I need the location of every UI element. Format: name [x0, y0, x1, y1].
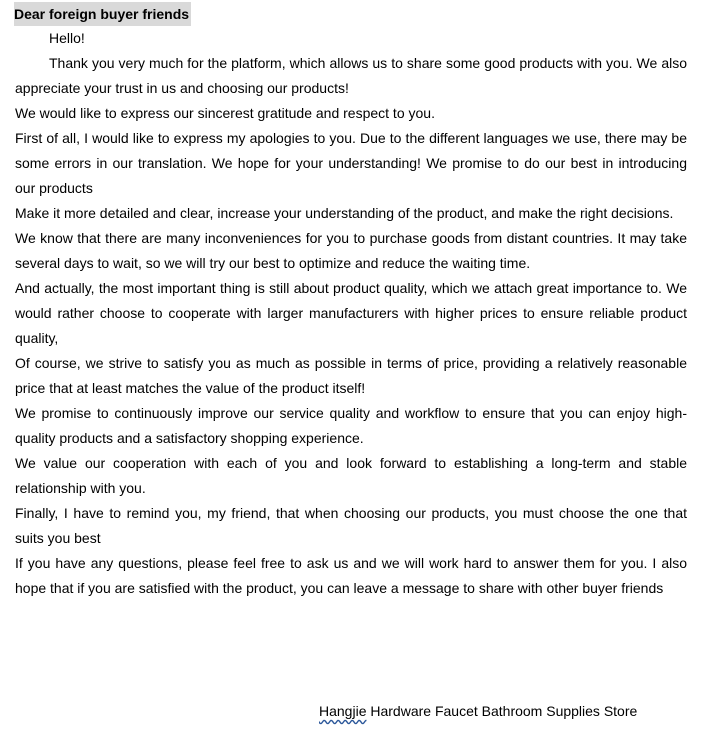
paragraph-thanks: Thank you very much for the platform, which allows us to share some good products with you. We also appreciate your trust in us and choosing our products!: [15, 55, 687, 96]
greeting: Hello!: [49, 30, 85, 46]
paragraph-price: Of course, we strive to satisfy you as much as possible in terms of price, providing a relatively reasonable price that at least matches the value of the product itself!: [15, 355, 687, 396]
paragraph-service: We promise to continuously improve our service quality and workflow to ensure that you can enjoy high-quality products and a satisfactory shopping experience.: [15, 405, 687, 446]
signature: [319, 701, 637, 721]
paragraph-questions: If you have any questions, please feel free to ask us and we will work hard to answer them for you. I also hope that if you are satisfied with the product, you can leave a message to share with other buyer friends: [15, 555, 687, 596]
signature-store-name-rest: Hardware Faucet Bathroom Supplies Store: [366, 703, 638, 719]
paragraph-detail: Make it more detailed and clear, increase your understanding of the product, and make the right decisions.: [15, 205, 674, 221]
letter-body: [15, 0, 687, 601]
paragraph-reminder: Finally, I have to remind you, my friend, that when choosing our products, you must choose the one that suits you best: [15, 505, 687, 546]
paragraph-quality: And actually, the most important thing is still about product quality, which we attach great importance to. We would rather choose to cooperate with larger manufacturers with higher prices to ensure reliable product quality,: [15, 280, 687, 346]
letter-heading: Dear foreign buyer friends: [14, 2, 191, 26]
signature-store-name-first: Hangjie: [319, 703, 367, 719]
paragraph-gratitude: We would like to express our sincerest gratitude and respect to you.: [15, 105, 435, 121]
paragraph-relationship: We value our cooperation with each of you and look forward to establishing a long-term and stable relationship with you.: [15, 455, 687, 496]
paragraph-shipping: We know that there are many inconveniences for you to purchase goods from distant countries. It may take several days to wait, so we will try our best to optimize and reduce the waiting time.: [15, 230, 687, 271]
paragraph-apology: First of all, I would like to express my apologies to you. Due to the different languages we use, there may be some errors in our translation. We hope for your understanding! We promise to do our best in introducing our products: [15, 130, 687, 196]
